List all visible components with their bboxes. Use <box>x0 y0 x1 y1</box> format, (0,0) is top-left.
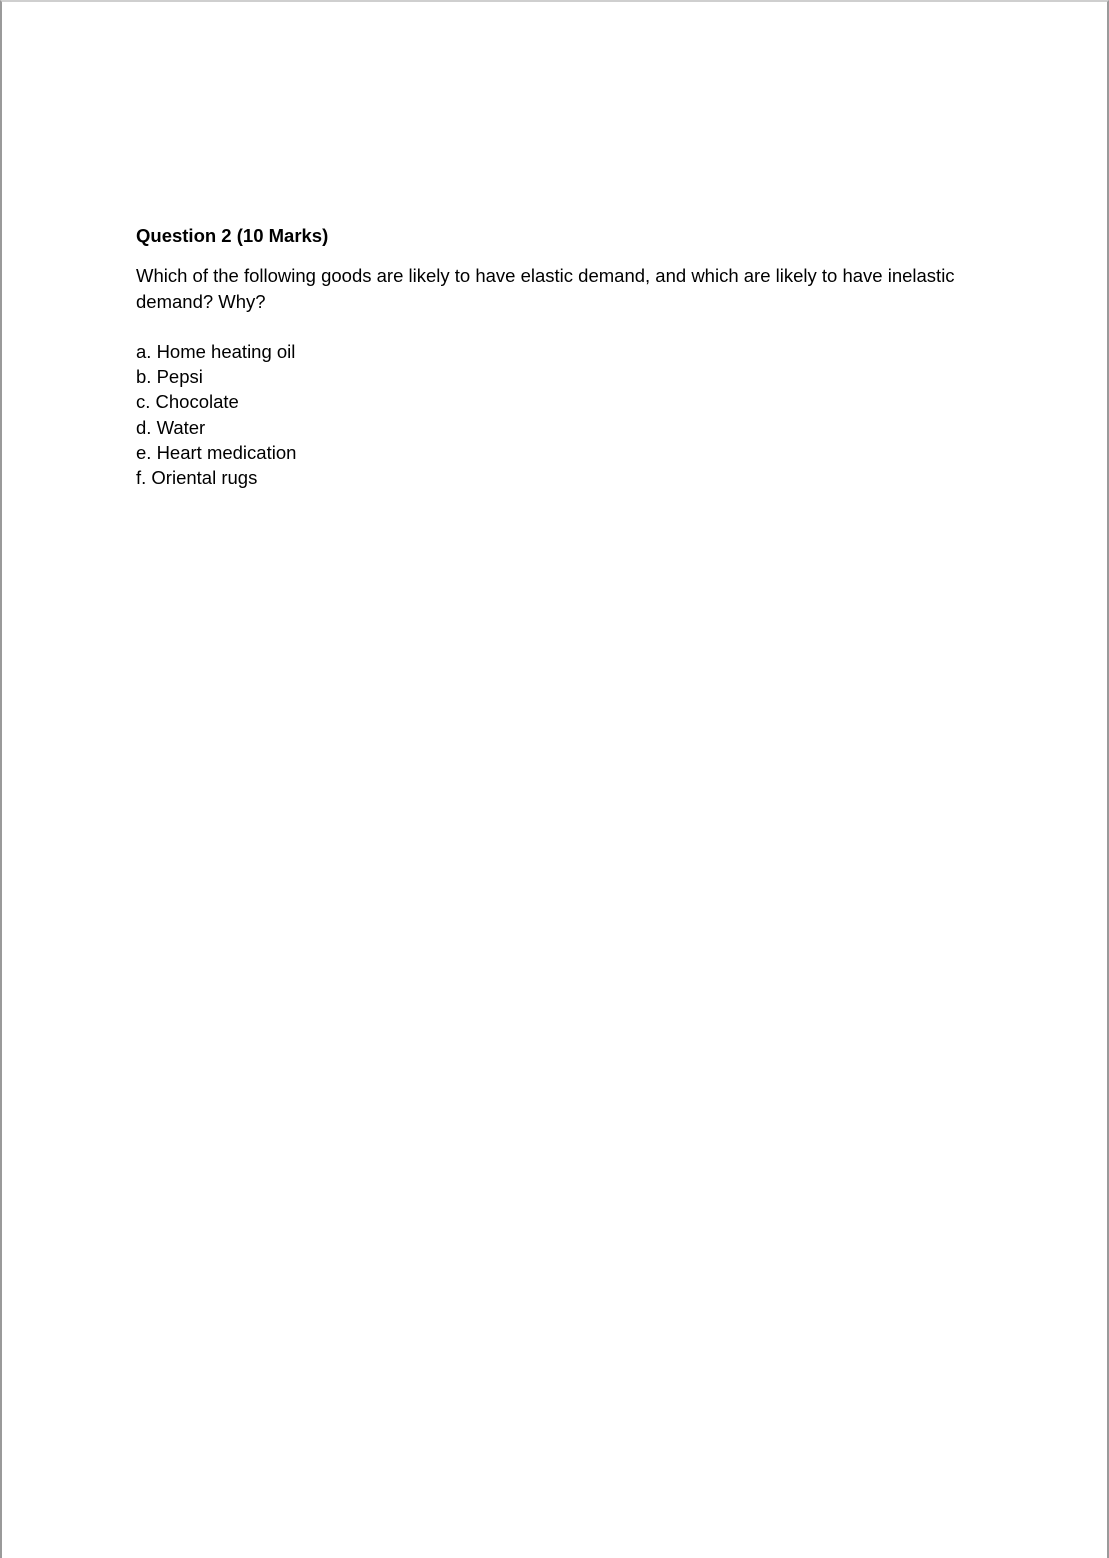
options-list <box>136 339 296 490</box>
option-item: d. Water <box>136 416 206 438</box>
question-title: Question 2 (10 Marks) <box>136 225 329 246</box>
option-item: e. Heart medication <box>136 441 297 463</box>
question-text: Which of the following goods are likely to have elastic demand, and which are likely to have inelastic demand? Why? <box>136 265 955 312</box>
option-item: a. Home heating oil <box>136 341 296 362</box>
option-item: f. Oriental rugs <box>136 467 258 489</box>
option-item: c. Chocolate <box>136 391 239 413</box>
option-item: b. Pepsi <box>136 366 203 388</box>
